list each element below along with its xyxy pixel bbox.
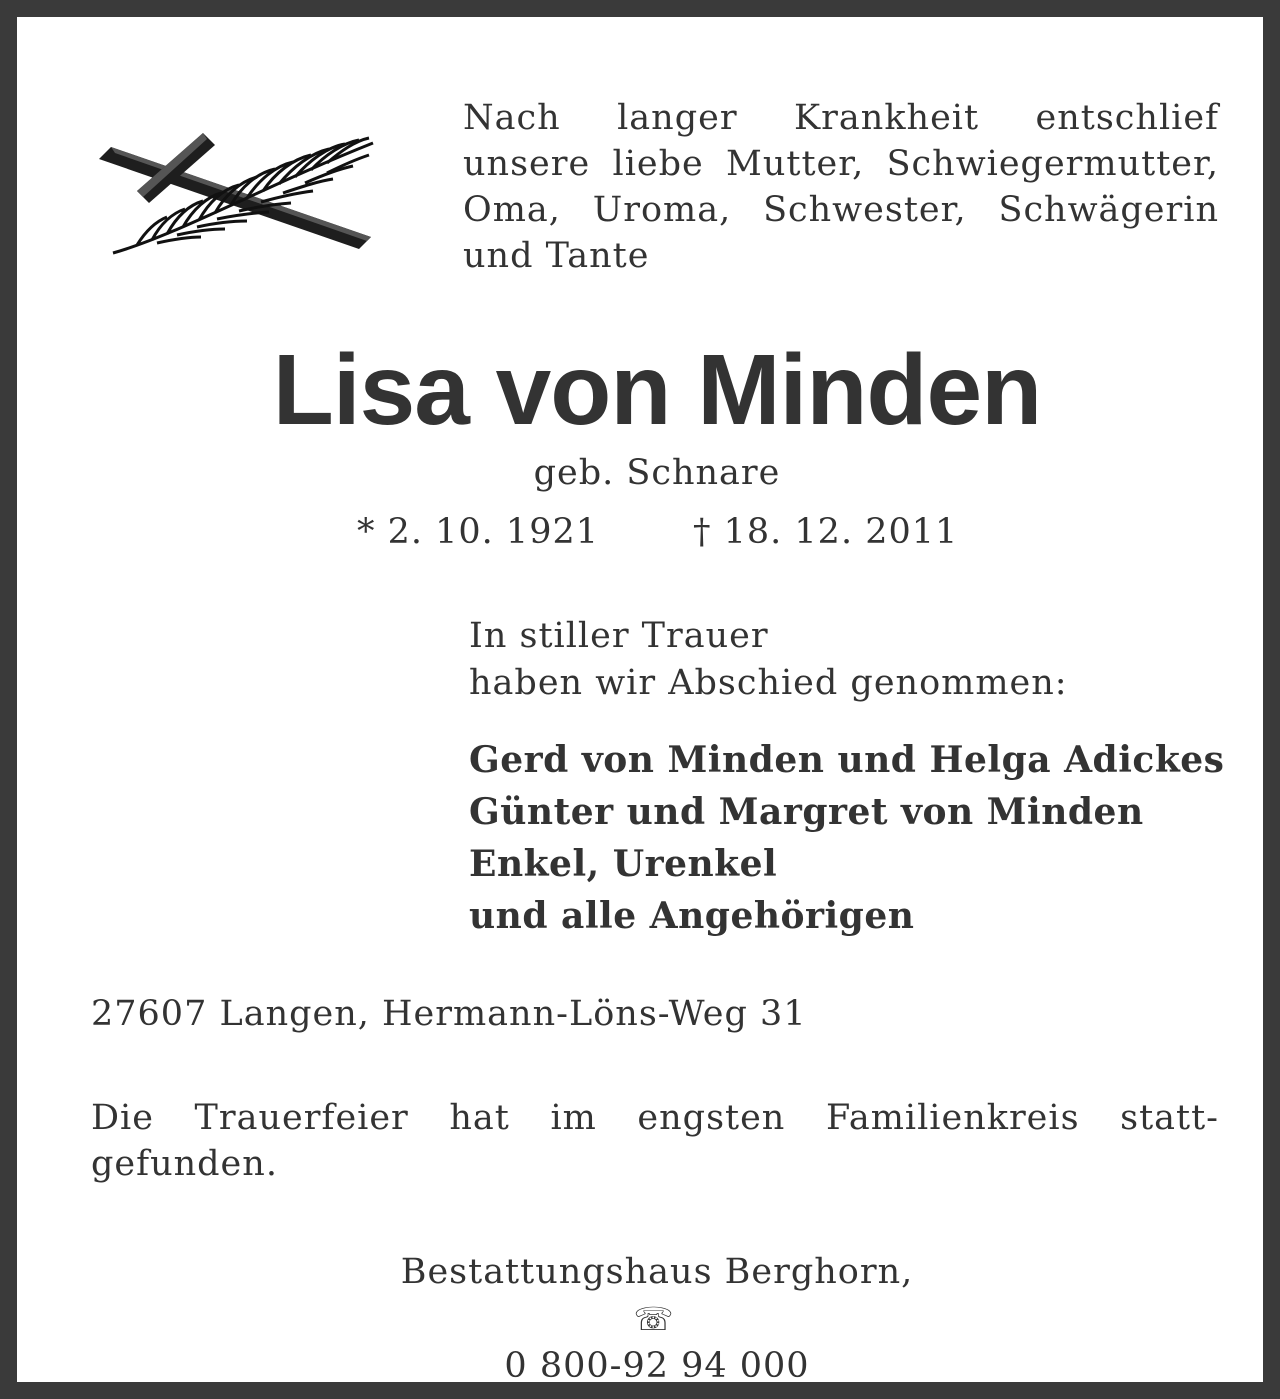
undertaker-phone: 0 800-92 94 000: [504, 1346, 810, 1386]
telephone-icon: ☏: [633, 1300, 675, 1338]
maiden-name: geb. Schnare: [533, 453, 781, 493]
signer-line: und alle Angehörigen: [469, 895, 915, 937]
undertaker-name: Bestattungshaus Berghorn,: [400, 1252, 914, 1292]
intro-line: Oma, Uroma, Schwester, Schwägerin: [463, 190, 1219, 230]
intro-text: [463, 95, 1219, 279]
undertaker-contact: [17, 1249, 1280, 1390]
intro-line: unsere liebe Mutter, Schwiegermutter,: [463, 144, 1219, 184]
funeral-note: [91, 1095, 1219, 1187]
intro-line: und Tante: [463, 236, 650, 276]
birth-date: * 2. 10. 1921: [357, 512, 600, 552]
cross-palm-icon: [97, 125, 377, 260]
deceased-name: Lisa von Minden: [272, 334, 1042, 446]
funeral-line: Die Trauerfeier hat im engsten Familienkreis statt-: [91, 1098, 1219, 1138]
funeral-line: gefunden.: [91, 1144, 278, 1184]
signers-list: [469, 734, 1224, 942]
mourning-line: In stiller Trauer: [469, 616, 769, 656]
death-date: † 18. 12. 2011: [693, 512, 959, 552]
intro-line: Nach langer Krankheit entschlief: [463, 98, 1219, 138]
signer-line: Gerd von Minden und Helga Adickes: [469, 739, 1225, 781]
signer-line: Enkel, Urenkel: [469, 843, 778, 885]
family-address: 27607 Langen, Hermann-Löns-Weg 31: [91, 994, 807, 1034]
mourning-line: haben wir Abschied genommen:: [469, 663, 1068, 703]
mourning-text: [469, 613, 1068, 707]
signer-line: Günter und Margret von Minden: [469, 791, 1144, 833]
undertaker-phone-line: [17, 1296, 1280, 1390]
